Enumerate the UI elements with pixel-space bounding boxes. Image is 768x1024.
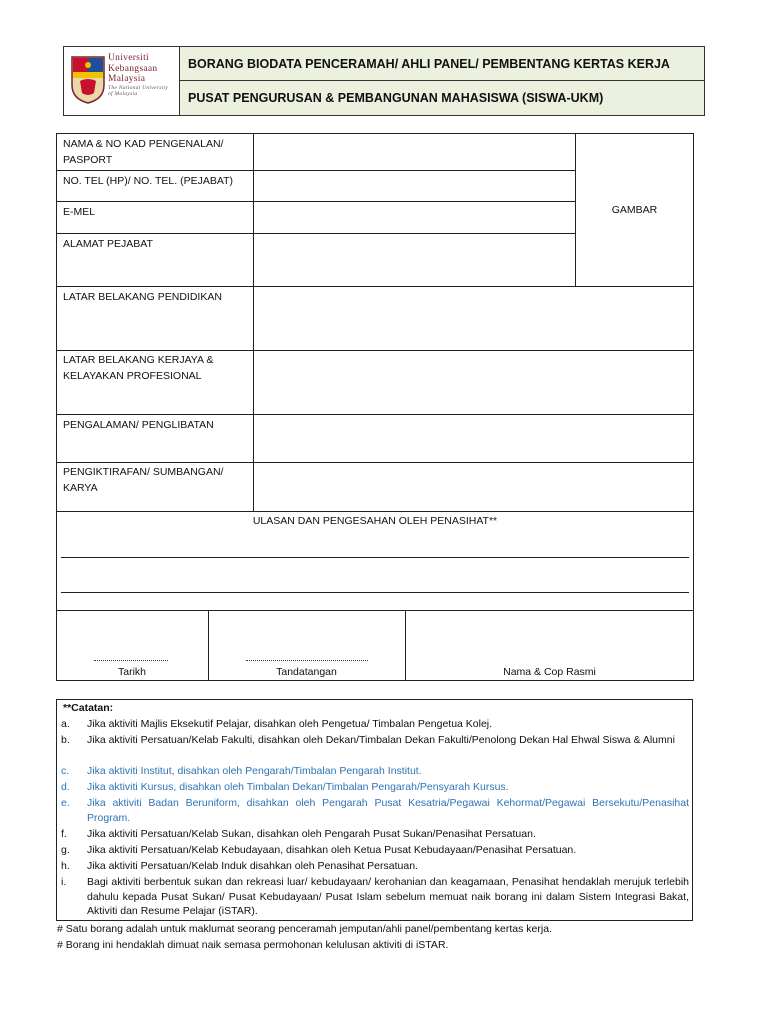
comment-line-1 bbox=[61, 557, 689, 558]
field-education[interactable] bbox=[253, 286, 694, 350]
photo-box[interactable] bbox=[575, 133, 694, 286]
label-experience: PENGALAMAN/ PENGLIBATAN bbox=[56, 414, 253, 462]
date-label: Tarikh bbox=[117, 666, 146, 678]
label-email: E-MEL bbox=[56, 201, 253, 233]
note-item: b. Jika aktiviti Persatuan/Kelab Fakulti, disahkan oleh Dekan/Timbalan Dekan Fakulti/Penolong Dekan Hal Ehwal Siswa & Alumni bbox=[61, 734, 675, 746]
note-item: a. Jika aktiviti Majlis Eksekutif Pelajar, disahkan oleh Pengetua/ Timbalan Pengetua Kolej. bbox=[61, 718, 493, 730]
advisor-heading: ULASAN DAN PENGESAHAN OLEH PENASIHAT** bbox=[252, 515, 498, 527]
notes-title: **Catatan: bbox=[63, 702, 114, 714]
field-email[interactable] bbox=[253, 201, 575, 233]
date-dotted-line bbox=[94, 660, 168, 661]
logo-wordmark: Universiti Kebangsaan Malaysia The National University of Malaysia bbox=[108, 53, 169, 97]
label-career: LATAR BELAKANG KERJAYA & KELAYAKAN PROFESIONAL bbox=[56, 350, 253, 414]
university-logo bbox=[64, 47, 180, 115]
note-item: d. Jika aktiviti Kursus, disahkan oleh Timbalan Dekan/Timbalan Pengarah/Pensyarah Kursus. bbox=[61, 781, 509, 793]
advisor-comment-box[interactable] bbox=[56, 511, 694, 610]
photo-label: GAMBAR bbox=[611, 204, 658, 216]
note-item: f. Jika aktiviti Persatuan/Kelab Sukan, disahkan oleh Pengarah Pusat Sukan/Penasihat Persatuan. bbox=[61, 828, 536, 840]
label-phone: NO. TEL (HP)/ NO. TEL. (PEJABAT) bbox=[56, 170, 253, 201]
field-name-ic[interactable] bbox=[253, 133, 575, 170]
note-item: e. Jika aktiviti Badan Beruniform, disahkan oleh Pengarah Pusat Kesatria/Pegawai Kehormat/Pegawai Bersekutu/Penasihat Program. bbox=[61, 797, 689, 824]
form-title: BORANG BIODATA PENCERAMAH/ AHLI PANEL/ PEMBENTANG KERTAS KERJA bbox=[180, 47, 704, 81]
signature-dotted-line bbox=[246, 660, 368, 661]
field-office-address[interactable] bbox=[253, 233, 575, 286]
comment-line-2 bbox=[61, 592, 689, 593]
note-item: g. Jika aktiviti Persatuan/Kelab Kebudayaan, disahkan oleh Ketua Pusat Kebudayaan/Penasihat Persatuan. bbox=[61, 844, 577, 856]
form-subtitle: PUSAT PENGURUSAN & PEMBANGUNAN MAHASISWA (SISWA-UKM) bbox=[180, 81, 704, 115]
footnote-2: # Borang ini hendaklah dimuat naik semasa permohonan kelulusan aktiviti di iSTAR. bbox=[57, 939, 449, 951]
label-name-ic: NAMA & NO KAD PENGENALAN/ PASPORT bbox=[56, 133, 253, 170]
note-item: h. Jika aktiviti Persatuan/Kelab Induk disahkan oleh Penasihat Persatuan. bbox=[61, 860, 418, 872]
field-recognition[interactable] bbox=[253, 462, 694, 511]
ukm-crest-icon bbox=[70, 55, 106, 105]
notes-box bbox=[56, 699, 693, 921]
field-phone[interactable] bbox=[253, 170, 575, 201]
form-header bbox=[63, 46, 705, 116]
field-career[interactable] bbox=[253, 350, 694, 414]
note-item: c. Jika aktiviti Institut, disahkan oleh Pengarah/Timbalan Pengarah Institut. bbox=[61, 765, 422, 777]
footnote-1: # Satu borang adalah untuk maklumat seorang penceramah jemputan/ahli panel/pembentang kertas kerja. bbox=[57, 923, 552, 935]
signature-label: Tandatangan bbox=[276, 666, 337, 678]
field-experience[interactable] bbox=[253, 414, 694, 462]
label-office-address: ALAMAT PEJABAT bbox=[56, 233, 253, 286]
label-recognition: PENGIKTIRAFAN/ SUMBANGAN/ KARYA bbox=[56, 462, 253, 511]
label-education: LATAR BELAKANG PENDIDIKAN bbox=[56, 286, 253, 350]
stamp-label: Nama & Cop Rasmi bbox=[503, 666, 596, 678]
note-item: i. Bagi aktiviti berbentuk sukan dan rekreasi luar/ kebudayaan/ kerohanian dan keagamaan, Penasihat hendaklah merujuk terlebih dahulu kepada Pusat Sukan/ Pusat Kebudayaan/ Pusat Islam sebelum memuat naik borang ini dalam Sistem Integrasi Bakat, Aktiviti dan Resume Pelajar (iSTAR). bbox=[61, 876, 689, 917]
